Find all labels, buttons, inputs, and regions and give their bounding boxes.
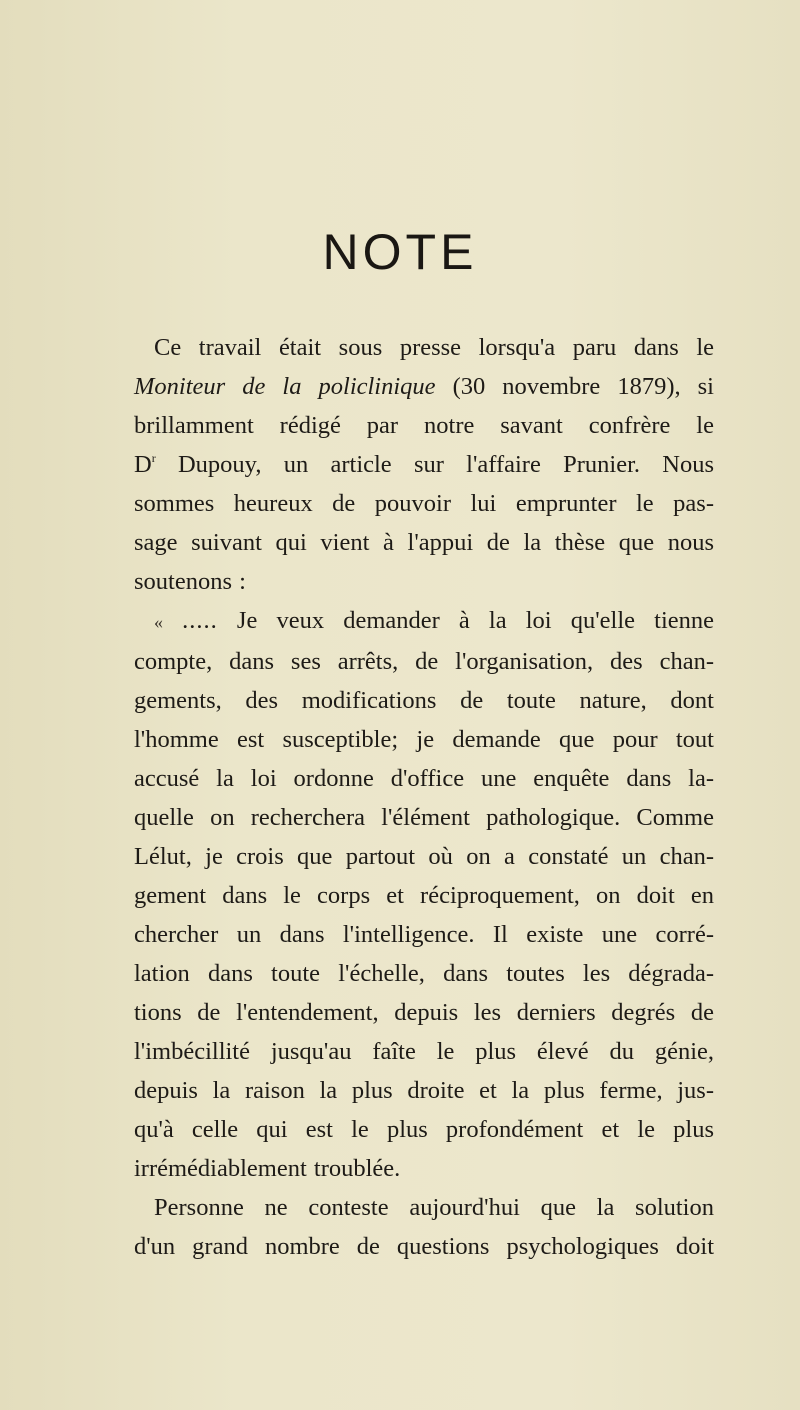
text-fragment: Dupouy, un article sur l'affaire Prunier. Nous (155, 451, 714, 478)
text-line: quelle on recherchera l'élément pathologique. Comme (134, 804, 714, 831)
text-line: compte, dans ses arrêts, de l'organisation, des chan- (134, 648, 714, 675)
text-line: Personne ne conteste aujourd'hui que la solution (154, 1194, 714, 1221)
text-line: depuis la raison la plus droite et la plus ferme, jus- (134, 1077, 714, 1104)
text-line (114, 445, 714, 484)
journal-title: Moniteur de la policlinique (134, 373, 436, 400)
body-text (114, 328, 714, 1266)
ellipsis-dots: ..... (182, 607, 218, 634)
title-abbrev: D (134, 451, 152, 478)
text-line: l'imbécillité jusqu'au faîte le plus élevé du génie, (134, 1038, 714, 1065)
text-line: Ce travail était sous presse lorsqu'a paru dans le (154, 334, 714, 361)
text-fragment: (30 novembre 1879), si (435, 373, 714, 400)
text-line: sage suivant qui vient à l'appui de la thèse que nous (134, 529, 714, 556)
text-line (114, 367, 714, 406)
quote-open-mark: « (154, 612, 163, 632)
text-line: brillamment rédigé par notre savant confrère le (134, 412, 714, 439)
text-line: tions de l'entendement, depuis les derniers degrés de (134, 999, 714, 1026)
text-line: qu'à celle qui est le plus profondément et le plus (134, 1116, 714, 1143)
page-title: NOTE (322, 224, 478, 280)
text-line: gements, des modifications de toute nature, dont (134, 687, 714, 714)
text-line: l'homme est susceptible; je demande que pour tout (134, 726, 714, 753)
text-line: gement dans le corps et réciproquement, on doit en (134, 882, 714, 909)
paragraph-intro (114, 328, 714, 601)
text-line: chercher un dans l'intelligence. Il existe une corré- (134, 921, 714, 948)
text-line: irrémédiablement troublée. (134, 1155, 401, 1182)
paragraph-quote (114, 601, 714, 1188)
text-line: accusé la loi ordonne d'office une enquête dans la- (134, 765, 714, 792)
text-line: Lélut, je crois que partout où on a constaté un chan- (134, 843, 714, 870)
text-line (114, 601, 714, 642)
paragraph-closing (114, 1188, 714, 1266)
text-line: sommes heureux de pouvoir lui emprunter le pas- (134, 490, 714, 517)
text-line: d'un grand nombre de questions psychologiques doit (134, 1233, 714, 1260)
text-line: lation dans toute l'échelle, dans toutes les dégrada- (134, 960, 714, 987)
title-abbrev-sup: r (151, 451, 156, 465)
text-line: soutenons : (134, 568, 246, 595)
text-fragment: Je veux demander à la loi qu'elle tienne (236, 607, 715, 634)
